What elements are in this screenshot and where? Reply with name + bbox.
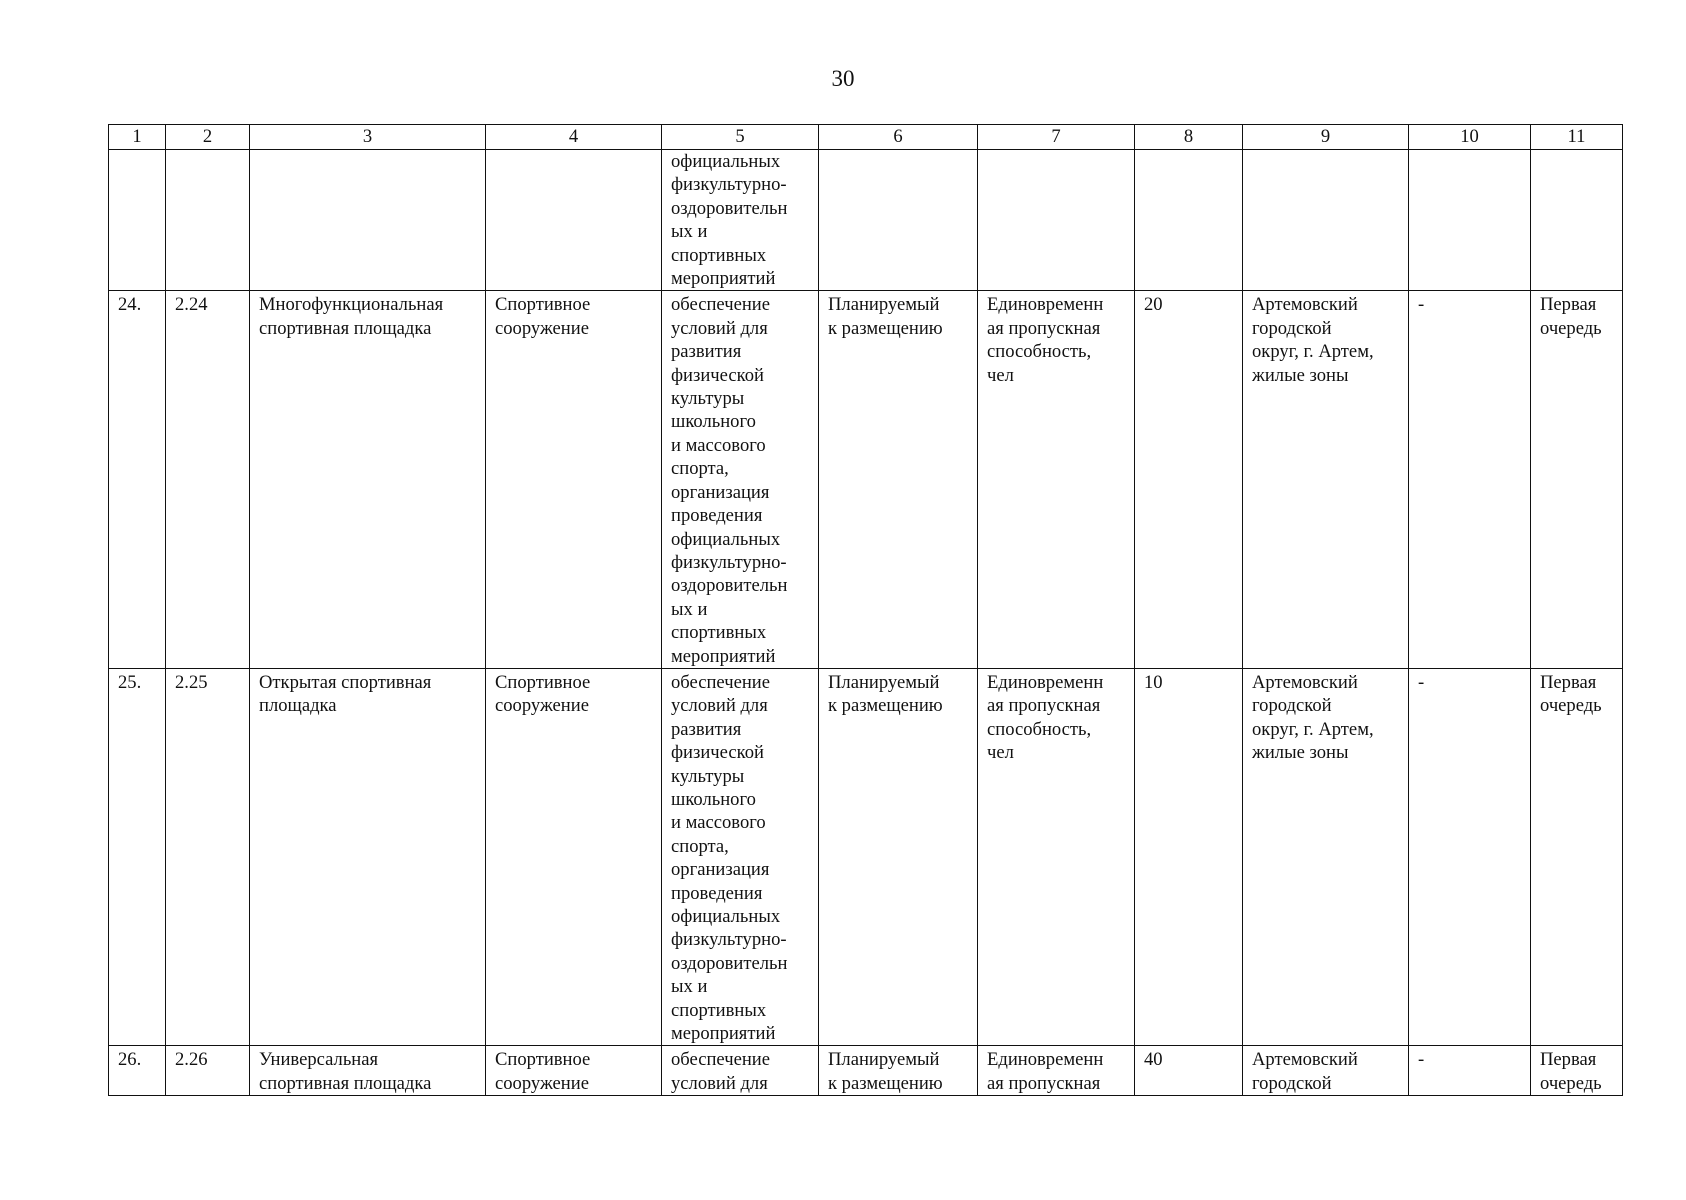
purpose-line: официальных — [671, 151, 781, 172]
location-line: округ, г. Артем, — [1252, 718, 1374, 740]
cell-empty — [1409, 150, 1531, 291]
purpose-line: условий для — [671, 1072, 768, 1094]
purpose-line: обеспечение — [671, 1049, 770, 1071]
stage-cell — [1531, 668, 1623, 1046]
purpose-cell — [662, 291, 819, 669]
object-type-line: сооружение — [495, 317, 589, 339]
location-line: городской — [1252, 695, 1332, 717]
purpose-line: ых и — [671, 221, 708, 243]
row-number-cell: 25. — [109, 668, 166, 1046]
object-type-line: Спортивное — [495, 1049, 591, 1071]
column-number-3: 3 — [250, 125, 486, 150]
location-line: Артемовский — [1252, 294, 1358, 316]
purpose-line: ых и — [671, 976, 708, 998]
table-row-continued — [109, 150, 1623, 291]
purpose-line: физической — [671, 742, 764, 764]
purpose-line: оздоровительн — [671, 952, 788, 974]
status-cell — [819, 1046, 978, 1096]
zone-cell: - — [1409, 1046, 1531, 1096]
characteristic-line: Единовременн — [987, 671, 1104, 693]
status-line: Планируемый — [828, 1049, 940, 1071]
location-line: городской — [1252, 317, 1332, 339]
cell-empty — [1531, 150, 1623, 291]
object-type-line: сооружение — [495, 1072, 589, 1094]
location-line: округ, г. Артем, — [1252, 341, 1374, 363]
purpose-cell — [662, 1046, 819, 1096]
page-number: 30 — [831, 66, 855, 91]
characteristic-line: ая пропускная — [987, 695, 1101, 717]
object-name-cell — [250, 668, 486, 1046]
purpose-line: обеспечение — [671, 294, 770, 316]
status-line: Планируемый — [828, 671, 940, 693]
object-type-cell — [486, 291, 662, 669]
location-cell — [1243, 1046, 1409, 1096]
column-number-4: 4 — [486, 125, 662, 150]
characteristic-line: ая пропускная — [987, 1072, 1101, 1094]
purpose-line: спорта, — [671, 835, 729, 857]
purpose-line: физкультурно- — [671, 174, 787, 196]
cell-empty — [978, 150, 1135, 291]
object-name-line: Многофункциональная — [259, 294, 444, 316]
purpose-line: ых и — [671, 598, 708, 620]
purpose-line: школьного — [671, 411, 756, 433]
purpose-line: развития — [671, 718, 742, 740]
purpose-line: проведения — [671, 882, 763, 904]
purpose-cell — [662, 668, 819, 1046]
stage-line: Первая — [1540, 671, 1597, 693]
cell-empty — [250, 150, 486, 291]
purpose-line: мероприятий — [671, 645, 776, 667]
characteristic-line: Единовременн — [987, 1049, 1104, 1071]
stage-line: Первая — [1540, 294, 1597, 316]
stage-line: Первая — [1540, 1049, 1597, 1071]
status-line: к размещению — [828, 1072, 943, 1094]
cell-empty — [819, 150, 978, 291]
column-number-2: 2 — [166, 125, 250, 150]
cell-empty — [486, 150, 662, 291]
stage-line: очередь — [1540, 1072, 1602, 1094]
purpose-line: организация — [671, 859, 770, 881]
purpose-line: проведения — [671, 505, 763, 527]
status-cell — [819, 668, 978, 1046]
purpose-line: физкультурно- — [671, 551, 787, 573]
object-name-cell — [250, 291, 486, 669]
purpose-line: условий для — [671, 317, 768, 339]
purpose-line: и массового — [671, 812, 766, 834]
column-number-5: 5 — [662, 125, 819, 150]
stage-cell — [1531, 291, 1623, 669]
stage-cell — [1531, 1046, 1623, 1096]
column-number-11: 11 — [1531, 125, 1623, 150]
table-row — [109, 668, 1623, 1046]
object-type-cell — [486, 668, 662, 1046]
cell-empty — [166, 150, 250, 291]
purpose-line: обеспечение — [671, 671, 770, 693]
row-number-cell: 24. — [109, 291, 166, 669]
purpose-line: развития — [671, 341, 742, 363]
column-number-1: 1 — [109, 125, 166, 150]
stage-line: очередь — [1540, 317, 1602, 339]
table-row — [109, 1046, 1623, 1096]
purpose-line: культуры — [671, 388, 745, 410]
characteristic-cell — [978, 1046, 1135, 1096]
zone-cell: - — [1409, 291, 1531, 669]
object-type-line: сооружение — [495, 695, 589, 717]
purpose-line: спортивных — [671, 244, 767, 266]
object-name-cell — [250, 1046, 486, 1096]
column-number-6: 6 — [819, 125, 978, 150]
object-name-line: спортивная площадка — [259, 1072, 432, 1094]
purpose-line: физической — [671, 364, 764, 386]
purpose-line: физкультурно- — [671, 929, 787, 951]
characteristic-line: способность, — [987, 718, 1092, 740]
object-name-line: Открытая спортивная — [259, 671, 432, 693]
characteristic-line: чел — [987, 364, 1014, 386]
column-number-10: 10 — [1409, 125, 1531, 150]
purpose-line: официальных — [671, 906, 781, 927]
purpose-line: организация — [671, 481, 770, 503]
purpose-line: спортивных — [671, 999, 767, 1021]
purpose-line: условий для — [671, 695, 768, 717]
value-cell: 10 — [1135, 668, 1243, 1046]
characteristic-line: чел — [987, 742, 1014, 764]
column-number-8: 8 — [1135, 125, 1243, 150]
location-line: Артемовский — [1252, 671, 1358, 693]
cell-empty — [1135, 150, 1243, 291]
location-line: Артемовский — [1252, 1049, 1358, 1071]
location-line: жилые зоны — [1252, 364, 1349, 386]
characteristic-line: ая пропускная — [987, 317, 1101, 339]
object-name-line: площадка — [259, 695, 337, 717]
purpose-line: школьного — [671, 788, 756, 810]
purpose-cell — [662, 150, 819, 291]
row-number-cell: 26. — [109, 1046, 166, 1096]
purpose-line: мероприятий — [671, 1023, 776, 1045]
table-row — [109, 291, 1623, 669]
location-cell — [1243, 291, 1409, 669]
characteristic-cell — [978, 668, 1135, 1046]
cell-empty — [109, 150, 166, 291]
stage-line: очередь — [1540, 695, 1602, 717]
object-type-line: Спортивное — [495, 671, 591, 693]
location-cell — [1243, 668, 1409, 1046]
characteristic-line: способность, — [987, 341, 1092, 363]
column-number-7: 7 — [978, 125, 1135, 150]
planned-objects-table — [108, 124, 1623, 1096]
location-line: городской — [1252, 1072, 1332, 1094]
purpose-line: мероприятий — [671, 268, 776, 290]
column-number-row — [109, 125, 1623, 150]
characteristic-line: Единовременн — [987, 294, 1104, 316]
status-line: к размещению — [828, 317, 943, 339]
purpose-line: и массового — [671, 434, 766, 456]
purpose-line: официальных — [671, 528, 781, 550]
purpose-line: культуры — [671, 765, 745, 787]
object-code-cell: 2.24 — [166, 291, 250, 669]
object-name-line: спортивная площадка — [259, 317, 432, 339]
purpose-line: оздоровительн — [671, 575, 788, 597]
object-type-cell — [486, 1046, 662, 1096]
object-name-line: Универсальная — [259, 1049, 379, 1071]
zone-cell: - — [1409, 668, 1531, 1046]
purpose-line: оздоровительн — [671, 197, 788, 219]
status-line: к размещению — [828, 695, 943, 717]
value-cell: 40 — [1135, 1046, 1243, 1096]
object-code-cell: 2.25 — [166, 668, 250, 1046]
purpose-line: спортивных — [671, 622, 767, 644]
value-cell: 20 — [1135, 291, 1243, 669]
cell-empty — [1243, 150, 1409, 291]
column-number-9: 9 — [1243, 125, 1409, 150]
location-line: жилые зоны — [1252, 742, 1349, 764]
status-cell — [819, 291, 978, 669]
object-type-line: Спортивное — [495, 294, 591, 316]
status-line: Планируемый — [828, 294, 940, 316]
characteristic-cell — [978, 291, 1135, 669]
object-code-cell: 2.26 — [166, 1046, 250, 1096]
purpose-line: спорта, — [671, 458, 729, 480]
